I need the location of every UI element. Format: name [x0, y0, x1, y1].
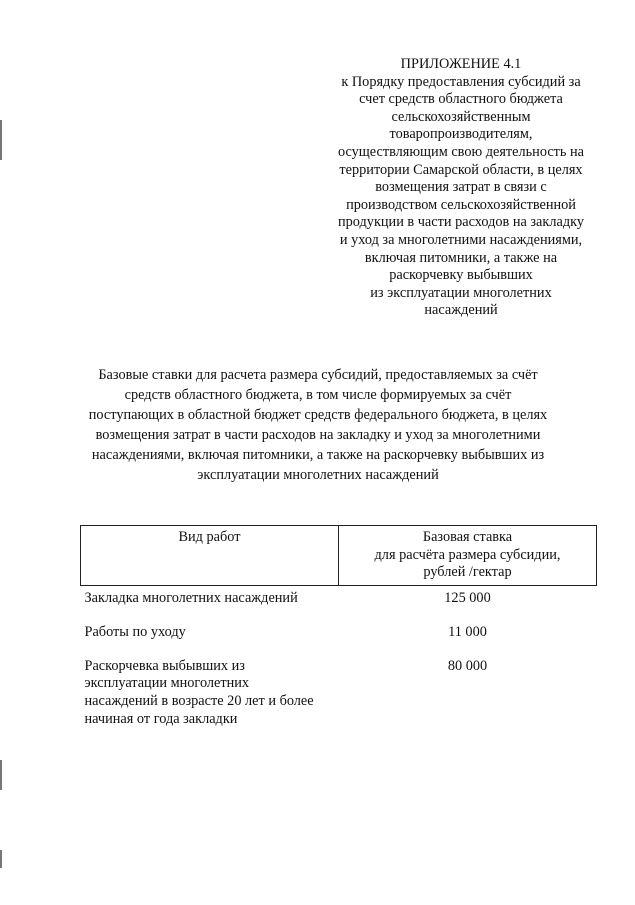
- appendix-line: и уход за многолетними насаждениями,: [339, 231, 583, 248]
- appendix-line: продукции в части расходов на закладку: [337, 214, 584, 231]
- heading-line: поступающих в областной бюджет средств федерального бюджета, в целях: [88, 407, 548, 423]
- heading-line: насаждениями, включая питомники, а также на раскорчевку выбывших из: [91, 447, 545, 463]
- work-type-text: Раскорчевка выбывших из: [84, 657, 245, 674]
- heading-line: возмещения затрат в части расходов на закладку и уход за многолетними: [95, 427, 541, 443]
- scan-edge-mark: [0, 850, 2, 868]
- appendix-line: территории Самарской области, в целях: [339, 161, 583, 178]
- header-base-rate-line: для расчёта размера субсидии,: [374, 546, 561, 563]
- appendix-line: осуществляющим свою деятельность на: [337, 143, 585, 160]
- table-row: [81, 618, 597, 654]
- work-type-text: насаждений в возрасте 20 лет и более: [84, 692, 314, 709]
- rate-value: 80 000: [447, 657, 488, 674]
- work-type-cell: [81, 654, 339, 728]
- appendix-line: сельскохозяйственным: [391, 108, 531, 125]
- appendix-block: [322, 56, 600, 320]
- appendix-line: раскорчевку выбывших: [389, 267, 533, 284]
- appendix-line: счет средств областного бюджета: [359, 91, 563, 108]
- table-row: [81, 585, 597, 618]
- header-base-rate-line: рублей /гектар: [423, 564, 512, 581]
- table-header-row: [81, 526, 597, 586]
- rate-cell: [339, 618, 597, 654]
- appendix-title: ПРИЛОЖЕНИЕ 4.1: [400, 56, 522, 72]
- rate-value: 125 000: [444, 589, 491, 606]
- work-type-text: эксплуатации многолетних: [84, 675, 250, 692]
- rate-cell: [339, 654, 597, 728]
- scan-edge-mark: [0, 760, 2, 790]
- header-work-type: [81, 526, 339, 586]
- heading-line: средств областного бюджета, в том числе формируемых за счёт: [124, 387, 512, 403]
- rate-cell: [339, 585, 597, 618]
- appendix-line: насаждений: [424, 302, 498, 319]
- work-type-text: начиная от года закладки: [84, 710, 238, 727]
- work-type-text: Закладка многолетних насаждений: [84, 589, 298, 606]
- appendix-line: товаропроизводителям,: [389, 126, 533, 143]
- work-type-cell: [81, 618, 339, 654]
- appendix-line: возмещения затрат в связи с: [375, 179, 547, 196]
- document-heading: [40, 365, 596, 485]
- work-type-cell: [81, 585, 339, 618]
- header-base-rate-line: Базовая ставка: [422, 529, 513, 545]
- header-base-rate: [339, 526, 597, 586]
- appendix-line: к Порядку предоставления субсидий за: [341, 73, 581, 90]
- heading-line: Базовые ставки для расчета размера субсидий, предоставляемых за счёт: [98, 367, 538, 383]
- rate-value: 11 000: [448, 623, 487, 640]
- heading-line: эксплуатации многолетних насаждений: [197, 467, 439, 483]
- header-work-type-label: Вид работ: [178, 529, 241, 545]
- appendix-line: производством сельскохозяйственной: [346, 196, 576, 213]
- table-row: [81, 654, 597, 728]
- scan-edge-mark: [0, 120, 2, 160]
- rates-table: [80, 525, 597, 728]
- appendix-line: из эксплуатации многолетних: [370, 284, 552, 301]
- work-type-text: Работы по уходу: [84, 623, 186, 640]
- appendix-line: включая питомники, а также на: [364, 249, 558, 266]
